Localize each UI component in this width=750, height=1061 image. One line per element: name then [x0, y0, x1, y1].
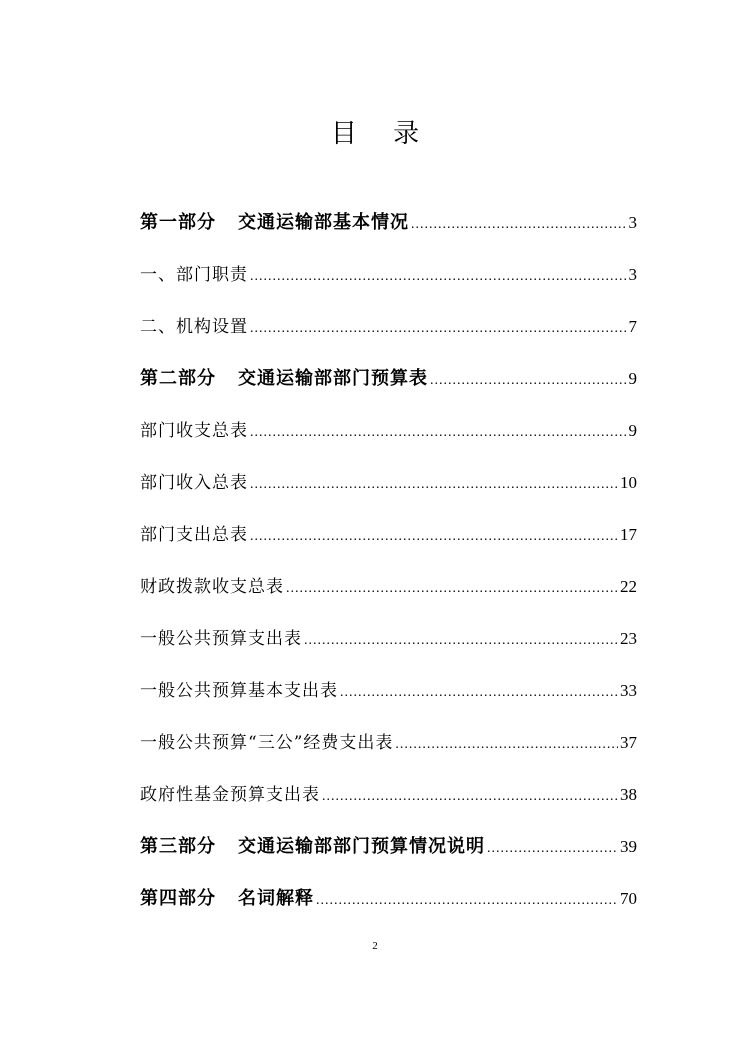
toc-page-number: 3: [628, 265, 637, 284]
toc-entry-part-4[interactable]: [140, 881, 637, 933]
toc-list: [140, 205, 637, 933]
toc-page-number: 9: [628, 369, 637, 388]
toc-entry-general-budget-basic-expense[interactable]: [140, 673, 637, 725]
toc-entry-label: 财政拨款收支总表: [140, 577, 284, 597]
leader-dots: [340, 675, 618, 711]
toc-page-number: 70: [620, 889, 637, 908]
toc-entry-three-public-expense[interactable]: [140, 725, 637, 777]
toc-page-number: 37: [620, 733, 637, 752]
toc-entry-department-duties[interactable]: [140, 257, 637, 309]
toc-entry-label: 一般公共预算支出表: [140, 629, 302, 649]
toc-entry-label: [140, 361, 428, 397]
toc-page-number: 39: [620, 837, 637, 856]
toc-entry-general-budget-expense[interactable]: [140, 621, 637, 673]
part-title: 名词解释: [238, 888, 314, 909]
toc-entry-organization[interactable]: [140, 309, 637, 361]
toc-page-number: 3: [628, 213, 637, 232]
leader-dots: [430, 363, 627, 399]
leader-dots: [250, 415, 627, 451]
leader-dots: [250, 467, 618, 503]
toc-entry-part-3[interactable]: [140, 829, 637, 881]
leader-dots: [487, 831, 618, 867]
toc-entry-label: 部门支出总表: [140, 525, 248, 545]
toc-entry-expense-total[interactable]: [140, 517, 637, 569]
part-title: 交通运输部基本情况: [238, 212, 409, 233]
leader-dots: [250, 259, 627, 295]
toc-entry-label: [140, 205, 409, 241]
part-title: 交通运输部部门预算表: [238, 368, 428, 389]
part-title: 交通运输部部门预算情况说明: [238, 836, 485, 857]
toc-title: 目 录: [330, 119, 434, 149]
leader-dots: [316, 883, 618, 919]
leader-dots: [411, 207, 627, 243]
toc-entry-label: 一、部门职责: [140, 265, 248, 285]
toc-entry-part-2[interactable]: [140, 361, 637, 413]
toc-entry-label: 部门收支总表: [140, 421, 248, 441]
part-number: 第二部分: [140, 368, 216, 389]
toc-entry-income-total[interactable]: [140, 465, 637, 517]
toc-entry-label: 政府性基金预算支出表: [140, 785, 320, 805]
toc-entry-label: 二、机构设置: [140, 317, 248, 337]
toc-page-number: 38: [620, 785, 637, 804]
toc-page-number: 23: [620, 629, 637, 648]
toc-entry-label: 一般公共预算基本支出表: [140, 681, 338, 701]
leader-dots: [250, 311, 627, 347]
leader-dots: [286, 571, 618, 607]
toc-entry-fiscal-appropriation[interactable]: [140, 569, 637, 621]
part-number: 第三部分: [140, 836, 216, 857]
toc-page-number: 10: [620, 473, 637, 492]
toc-entry-label: 一般公共预算“三公”经费支出表: [140, 733, 394, 753]
toc-entry-government-fund-expense[interactable]: [140, 777, 637, 829]
toc-page-number: 7: [628, 317, 637, 336]
page-number-footer: 2: [372, 940, 378, 952]
part-number: 第一部分: [140, 212, 216, 233]
part-number: 第四部分: [140, 888, 216, 909]
toc-entry-label: 部门收入总表: [140, 473, 248, 493]
toc-entry-income-expense-total[interactable]: [140, 413, 637, 465]
toc-page-number: 9: [628, 421, 637, 440]
toc-entry-label: [140, 881, 314, 917]
toc-page-number: 33: [620, 681, 637, 700]
leader-dots: [395, 727, 618, 763]
leader-dots: [304, 623, 618, 659]
toc-entry-part-1[interactable]: [140, 205, 637, 257]
leader-dots: [250, 519, 618, 555]
toc-entry-label: [140, 829, 485, 865]
toc-page-number: 22: [620, 577, 637, 596]
toc-page-number: 17: [620, 525, 637, 544]
leader-dots: [322, 779, 618, 815]
